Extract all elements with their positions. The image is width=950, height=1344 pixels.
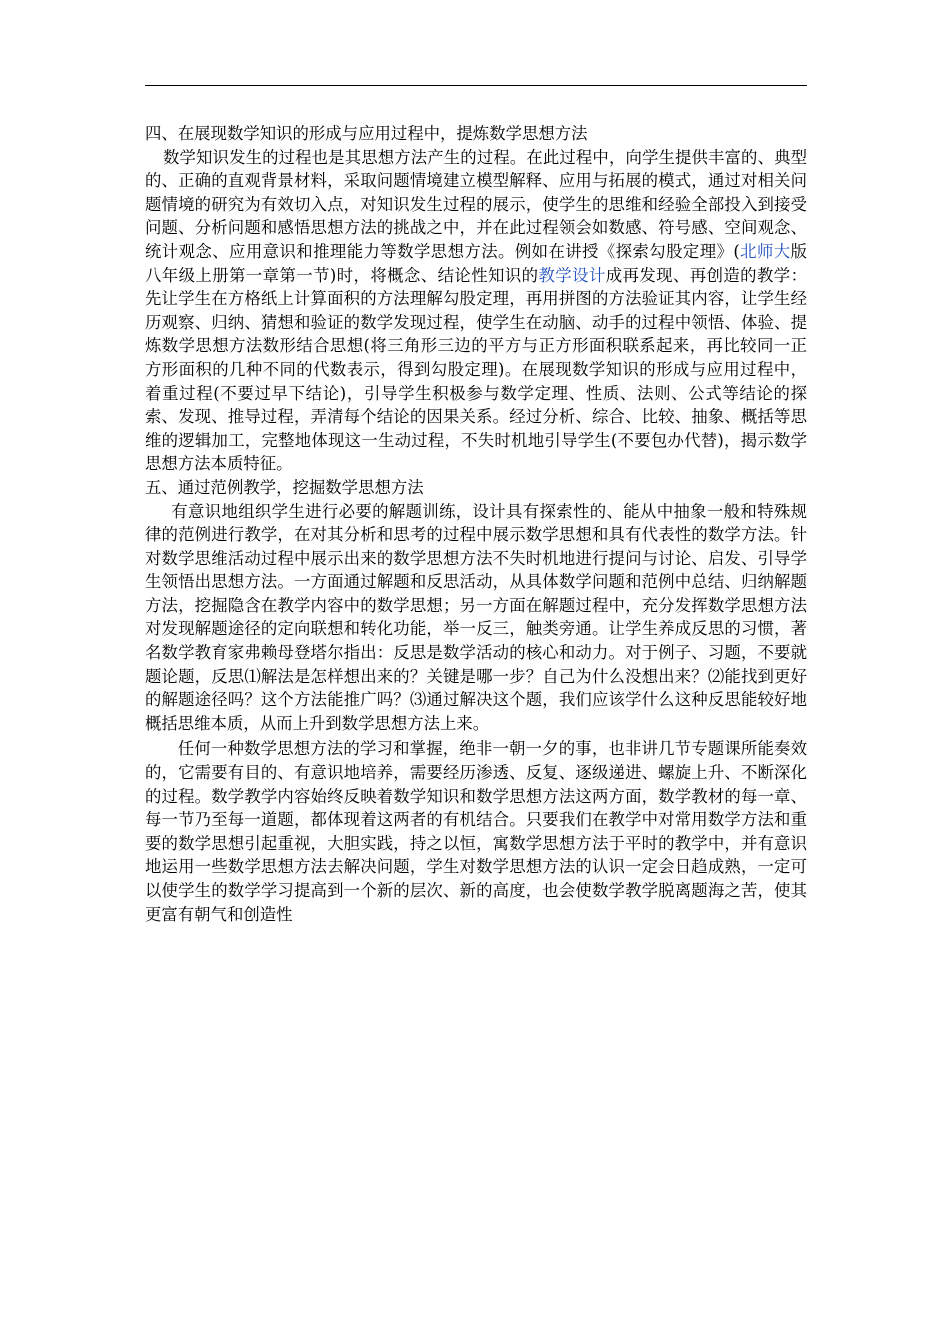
link-beishida[interactable]: 北师大 (739, 241, 791, 261)
header-rule (145, 85, 807, 86)
section-4-text-c: 成再发现、再创造的教学：先让学生在方格纸上计算面积的方法理解勾股定理，再用拼图的方法验证其内容，让学生经历观察、归纳、猜想和验证的数学发现过程，使学生在动脑、动手的过程中领悟、体验、提炼数学思想方法数形结合思想(将三角形三边的平方与正方形面积联系起来，再比较同一正方形面积的几种不同的代数表示，得到勾股定理)。在展现数学知识的形成与应用过程中，着重过程(不要过早下结论)，引导学生积极参与数学定理、性质、法则、公式等结论的探索、发现、推导过程，弄清每个结论的因果关系。经过分析、综合、比较、抽象、概括等思维的逻辑加工，完整地体现这一生动过程，不失时机地引导学生(不要包办代替)，揭示数学思想方法本质特征。 (145, 265, 808, 474)
link-teaching-design[interactable]: 教学设计 (538, 265, 606, 285)
section-5-paragraph: 有意识地组织学生进行必要的解题训练，设计具有探索性的、能从中抽象一般和特殊规律的范例进行教学，在对其分析和思考的过程中展示数学思想和具有代表性的数学方法。针对数学思维活动过程中展示出来的数学思想方法不失时机地进行提问与讨论、启发、引导学生领悟出思想方法。一方面通过解题和反思活动，从具体数学问题和范例中总结、归纳解题方法，挖掘隐含在教学内容中的数学思想；另一方面在解题过程中，充分发挥数学思想方法对发现解题途径的定向联想和转化功能，举一反三，触类旁通。让学生养成反思的习惯，著名数学教育家弗赖母登塔尔指出：反思是数学活动的核心和动力。对于例子、习题，不要就题论题，反思⑴解法是怎样想出来的？关键是哪一步？自己为什么没想出来？⑵能找到更好的解题途径吗？这个方法能推广吗？⑶通过解决这个题，我们应该学什么这种反思能较好地概括思维本质，从而上升到数学思想方法上来。 (145, 501, 807, 733)
document-body (145, 122, 807, 926)
conclusion-paragraph: 任何一种数学思想方法的学习和掌握，绝非一朝一夕的事，也非讲几节专题课所能奏效的，它需要有目的、有意识地培养，需要经历渗透、反复、逐级递进、螺旋上升、不断深化的过程。数学教学内容始终反映着数学知识和数学思想方法这两方面，数学教材的每一章、每一节乃至每一道题，都体现着这两者的有机结合。只要我们在教学中对常用数学方法和重要的数学思想引起重视，大胆实践，持之以恒，寓数学思想方法于平时的教学中，并有意识地运用一些数学思想方法去解决问题，学生对数学思想方法的认识一定会日趋成熟，一定可以使学生的数学学习提高到一个新的层次、新的高度，也会使数学教学脱离题海之苦，使其更富有朝气和创造性 (145, 739, 807, 924)
section-4-text-b: 版八年级上册第一章第一节)时，将概念、结论性知识的 (145, 241, 807, 285)
document-page (145, 0, 807, 1344)
section-5-heading: 五、通过范例教学，挖掘数学思想方法 (145, 477, 424, 497)
section-4-heading: 四、在展现数学知识的形成与应用过程中，提炼数学思想方法 (145, 124, 588, 143)
section-4-text-a: 数学知识发生的过程也是其思想方法产生的过程。在此过程中，向学生提供丰富的、典型的、正确的直观背景材料，采取问题情境建立模型解释、应用与拓展的模式，通过对相关问题情境的研究为有效切入点，对知识发生过程的展示，使学生的思维和经验全部投入到接受问题、分析问题和感悟思想方法的挑战之中，并在此过程领会如数感、符号感、空间观念、统计观念、应用意识和推理能力等数学思想方法。例如在讲授《探索勾股定理》( (145, 147, 807, 261)
section-4-paragraph (145, 146, 807, 476)
